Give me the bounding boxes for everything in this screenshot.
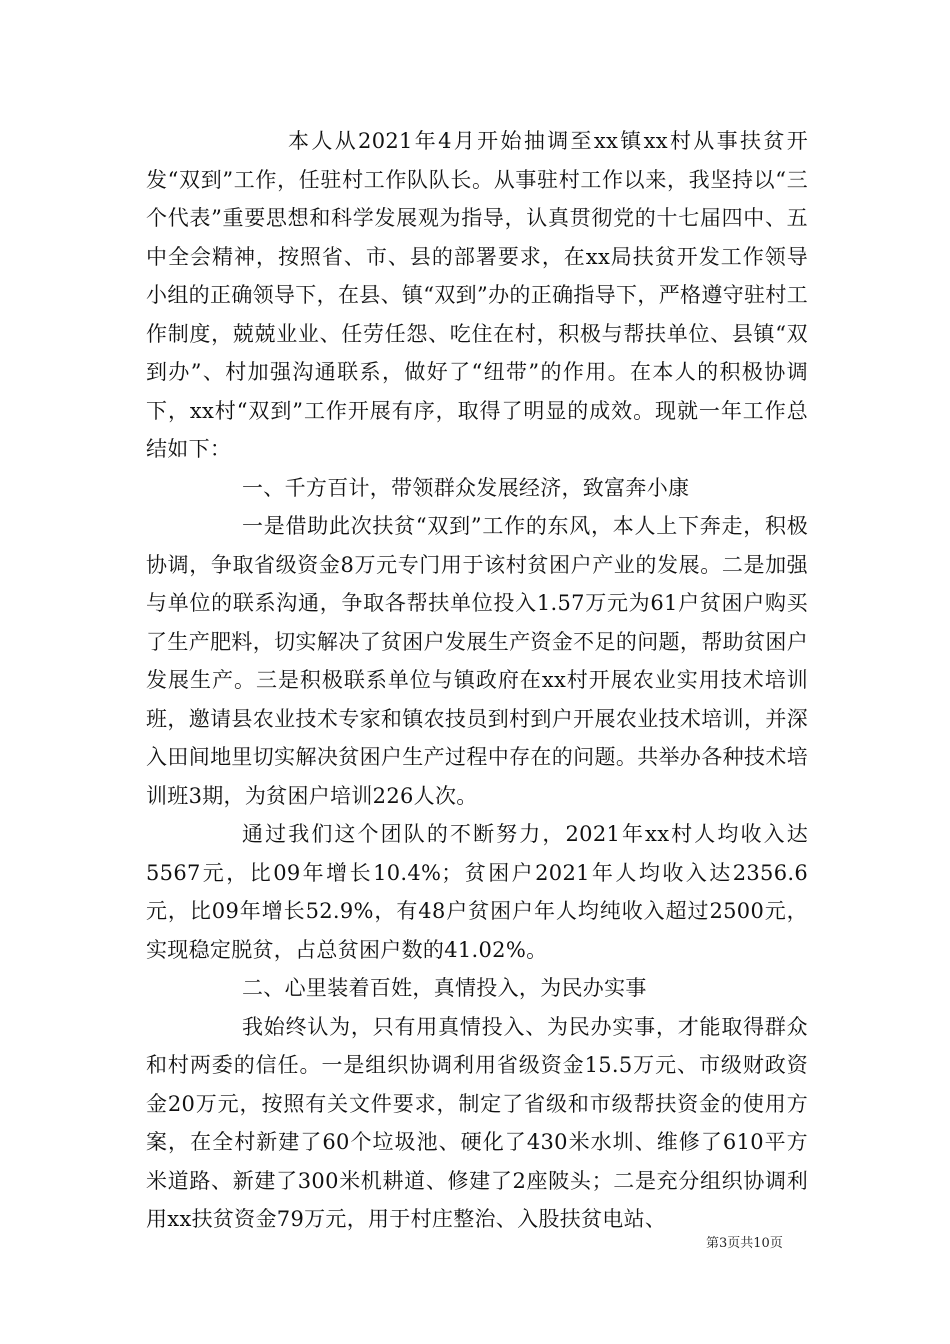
body-paragraph: 通过我们这个团队的不断努力，2021年xx村人均收入达5567元，比09年增长10.4%；贫困户2021年人均收入达2356.6元，比09年增长52.9%，有48户贫困户年人均纯收入超过2500元，实现稳定脱贫，占总贫困户数的41.02%。 xyxy=(146,822,808,962)
document-body xyxy=(146,122,808,1239)
section-heading-1: 一、千方百计，带领群众发展经济，致富奔小康 xyxy=(242,475,690,500)
body-paragraph: 一是借助此次扶贫“双到”工作的东风，本人上下奔走，积极协调，争取省级资金8万元专门用于该村贫困户产业的发展。二是加强与单位的联系沟通，争取各帮扶单位投入1.57万元为61户贫困户购买了生产肥料，切实解决了贫困户发展生产资金不足的问题，帮助贫困户发展生产。三是积极联系单位与镇政府在xx村开展农业实用技术培训班，邀请县农业技术专家和镇农技员到村到户开展农业技术培训，并深入田间地里切实解决贫困户生产过程中存在的问题。共举办各种技术培训班3期，为贫困户培训226人次。 xyxy=(146,514,808,808)
page-footer: 第3页共10页 xyxy=(706,1236,783,1251)
body-paragraph: 我始终认为，只有用真情投入、为民办实事，才能取得群众和村两委的信任。一是组织协调利用省级资金15.5万元、市级财政资金20万元，按照有关文件要求，制定了省级和市级帮扶资金的使用方案，在全村新建了60个垃圾池、硬化了430米水圳、维修了610平方米道路、新建了300米机耕道、修建了2座陂头；二是充分组织协调利用xx扶贫资金79万元，用于村庄整治、入股扶贫电站、 xyxy=(146,1014,808,1231)
intro-paragraph: 本人从2021年4月开始抽调至xx镇xx村从事扶贫开发“双到”工作，任驻村工作队队长。从事驻村工作以来，我坚持以“三个代表”重要思想和科学发展观为指导，认真贯彻党的十七届四中、五中全会精神，按照省、市、县的部署要求，在xx局扶贫开发工作领导小组的正确领导下，在县、镇“双到”办的正确指导下，严格遵守驻村工作制度，兢兢业业、任劳任怨、吃住在村，积极与帮扶单位、县镇“双到办”、村加强沟通联系，做好了“纽带”的作用。在本人的积极协调下，xx村“双到”工作开展有序，取得了明显的成效。现就一年工作总结如下： xyxy=(146,129,808,461)
section-heading-2: 二、心里装着百姓，真情投入，为民办实事 xyxy=(242,976,647,1000)
